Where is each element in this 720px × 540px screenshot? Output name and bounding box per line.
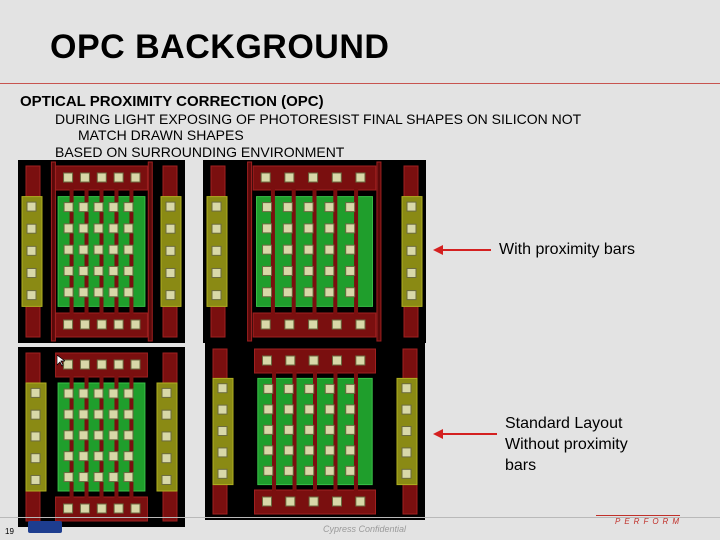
layout-contact — [309, 320, 318, 329]
layout-contact — [124, 288, 133, 297]
layout-contact — [79, 203, 88, 212]
layout-contact — [94, 245, 103, 254]
caption-standard-layout — [505, 413, 665, 476]
layout-contact — [64, 173, 73, 182]
layout-contact — [64, 224, 73, 233]
layout-contact — [27, 268, 36, 277]
layout-contact — [309, 356, 318, 365]
layout-contact — [131, 320, 140, 329]
layout-contact — [212, 246, 221, 255]
layout-contact — [64, 504, 73, 513]
layout-contact — [346, 384, 355, 393]
layout-contact — [212, 268, 221, 277]
layout-contact — [162, 410, 171, 419]
layout-contact — [162, 388, 171, 397]
layout-contact — [124, 266, 133, 275]
layout-contact — [218, 384, 227, 393]
layout-contact — [284, 405, 293, 414]
bullet-1-line-2: MATCH DRAWN SHAPES — [78, 127, 244, 143]
layout-contact — [325, 425, 334, 434]
layout-contact — [304, 245, 313, 254]
layout-contact — [109, 266, 118, 275]
layout-contact — [407, 202, 416, 211]
layout-standard-left — [18, 347, 185, 527]
layout-contact — [114, 173, 123, 182]
slide-number: 19 — [5, 527, 14, 536]
layout-contact — [284, 425, 293, 434]
layout-contact — [109, 203, 118, 212]
layout-contact — [284, 446, 293, 455]
layout-contact — [304, 288, 313, 297]
layout-contact — [284, 466, 293, 475]
footer-divider — [0, 517, 720, 518]
brand-text: PERFORM — [615, 517, 683, 526]
layout-contact — [261, 320, 270, 329]
layout-contact — [261, 173, 270, 182]
layout-contact — [212, 291, 221, 300]
layout-contact — [94, 266, 103, 275]
layout-contact — [325, 405, 334, 414]
layout-contact — [97, 173, 106, 182]
layout-contact — [64, 266, 73, 275]
layout-contact — [284, 384, 293, 393]
layout-contact — [31, 432, 40, 441]
layout-contact — [64, 473, 73, 482]
layout-contact — [124, 473, 133, 482]
layout-contact — [407, 268, 416, 277]
footer-confidential: Cypress Confidential — [323, 524, 407, 534]
layout-contact — [64, 410, 73, 419]
layout-contact — [166, 246, 175, 255]
layout-with-bars-left — [18, 160, 185, 343]
layout-contact — [332, 320, 341, 329]
layout-contact — [263, 224, 272, 233]
layout-contact — [27, 202, 36, 211]
layout-contact — [31, 475, 40, 484]
layout-contact — [31, 454, 40, 463]
layout-contact — [218, 448, 227, 457]
layout-contact — [346, 446, 355, 455]
layout-contact — [79, 431, 88, 440]
layout-contact — [109, 410, 118, 419]
layout-contact — [218, 405, 227, 414]
layout-contact — [27, 291, 36, 300]
layout-contact — [402, 384, 411, 393]
layout-contact — [212, 202, 221, 211]
layout-contact — [264, 466, 273, 475]
layout-contact — [94, 224, 103, 233]
layout-contact — [263, 356, 272, 365]
layout-contact — [285, 320, 294, 329]
layout-contact — [94, 410, 103, 419]
layout-contact — [64, 320, 73, 329]
layout-contact — [264, 446, 273, 455]
layout-contact — [94, 288, 103, 297]
slide-title: OPC BACKGROUND — [50, 28, 390, 66]
layout-contact — [109, 452, 118, 461]
layout-contact — [283, 224, 292, 233]
bullet-1-line-1: DURING LIGHT EXPOSING OF PHOTORESIST FINAL SHAPES ON SILICON NOT — [55, 111, 582, 127]
layout-contact — [305, 384, 314, 393]
layout-contact — [325, 446, 334, 455]
layout-contact — [162, 454, 171, 463]
layout-contact — [356, 320, 365, 329]
layout-contact — [286, 356, 295, 365]
layout-contact — [97, 504, 106, 513]
layout-contact — [218, 427, 227, 436]
layout-contact — [27, 224, 36, 233]
layout-contact — [131, 504, 140, 513]
layout-contact — [124, 452, 133, 461]
layout-contact — [325, 203, 334, 212]
layout-contact — [304, 224, 313, 233]
layout-contact — [325, 266, 334, 275]
layout-contact — [325, 288, 334, 297]
layout-contact — [64, 245, 73, 254]
layout-contact — [333, 356, 342, 365]
layout-contact — [346, 224, 355, 233]
layout-contact — [402, 469, 411, 478]
layout-contact — [402, 448, 411, 457]
caption-standard-line-3: bars — [505, 457, 537, 474]
layout-contact — [283, 288, 292, 297]
layout-contact — [356, 173, 365, 182]
layout-contact — [114, 504, 123, 513]
layout-contact — [356, 497, 365, 506]
layout-contact — [31, 388, 40, 397]
layout-contact — [124, 245, 133, 254]
caption-with-proximity-bars: With proximity bars — [499, 241, 636, 258]
layout-contact — [263, 266, 272, 275]
layout-contact — [166, 291, 175, 300]
layout-contact — [80, 504, 89, 513]
layout-contact — [114, 320, 123, 329]
layout-contact — [264, 425, 273, 434]
layout-contact — [407, 246, 416, 255]
bullet-2: BASED ON SURROUNDING ENVIRONMENT — [55, 144, 345, 160]
layout-contact — [131, 360, 140, 369]
layout-contact — [325, 384, 334, 393]
layout-contact — [309, 173, 318, 182]
layout-contact — [97, 320, 106, 329]
layout-contact — [166, 224, 175, 233]
layout-contact — [346, 466, 355, 475]
layout-contact — [333, 497, 342, 506]
layout-contact — [285, 173, 294, 182]
layout-contact — [346, 203, 355, 212]
company-logo-icon — [28, 521, 62, 533]
layout-contact — [79, 245, 88, 254]
layout-contact — [305, 446, 314, 455]
layout-contact — [124, 224, 133, 233]
layout-contact — [264, 405, 273, 414]
layout-contact — [325, 224, 334, 233]
arrow-left-icon — [433, 244, 493, 256]
layout-standard-right — [205, 343, 425, 520]
layout-contact — [80, 320, 89, 329]
layout-contact — [79, 224, 88, 233]
layout-contact — [325, 466, 334, 475]
layout-contact — [304, 203, 313, 212]
layout-contact — [109, 288, 118, 297]
layout-contact — [109, 224, 118, 233]
layout-contact — [356, 356, 365, 365]
layout-contact — [27, 246, 36, 255]
layout-contact — [212, 224, 221, 233]
layout-with-bars-right — [203, 160, 426, 343]
layout-contact — [109, 245, 118, 254]
layout-contact — [64, 452, 73, 461]
layout-contact — [79, 473, 88, 482]
layout-contact — [305, 425, 314, 434]
layout-contact — [162, 432, 171, 441]
layout-contact — [305, 466, 314, 475]
layout-contact — [402, 405, 411, 414]
caption-standard-line-2: Without proximity — [505, 436, 628, 453]
title-divider — [0, 83, 720, 84]
layout-contact — [97, 360, 106, 369]
layout-contact — [346, 405, 355, 414]
layout-contact — [114, 360, 123, 369]
layout-contact — [304, 266, 313, 275]
layout-contact — [80, 360, 89, 369]
arrow-left-icon — [433, 428, 497, 440]
layout-contact — [286, 497, 295, 506]
layout-contact — [402, 427, 411, 436]
layout-contact — [80, 173, 89, 182]
layout-contact — [166, 268, 175, 277]
layout-contact — [64, 431, 73, 440]
layout-contact — [346, 245, 355, 254]
layout-contact — [263, 245, 272, 254]
layout-contact — [407, 291, 416, 300]
layout-proximity-bar — [248, 162, 252, 341]
layout-contact — [305, 405, 314, 414]
layout-contact — [64, 389, 73, 398]
layout-contact — [109, 431, 118, 440]
layout-contact — [166, 202, 175, 211]
layout-contact — [218, 469, 227, 478]
brand-rule — [596, 515, 680, 516]
layout-contact — [263, 497, 272, 506]
layout-proximity-bar — [51, 162, 55, 341]
layout-contact — [94, 203, 103, 212]
layout-contact — [124, 431, 133, 440]
layout-contact — [94, 389, 103, 398]
layout-contact — [309, 497, 318, 506]
layout-contact — [94, 473, 103, 482]
mouse-cursor-icon — [57, 355, 65, 367]
layout-contact — [263, 203, 272, 212]
layout-contact — [109, 389, 118, 398]
caption-standard-line-1: Standard Layout — [505, 415, 623, 432]
layout-contact — [162, 475, 171, 484]
layout-contact — [79, 452, 88, 461]
layout-proximity-bar — [377, 162, 381, 341]
layout-contact — [346, 266, 355, 275]
layout-contact — [407, 224, 416, 233]
layout-contact — [283, 266, 292, 275]
layout-contact — [283, 203, 292, 212]
layout-contact — [264, 384, 273, 393]
layout-contact — [79, 389, 88, 398]
layout-contact — [346, 288, 355, 297]
layout-contact — [109, 473, 118, 482]
layout-contact — [131, 173, 140, 182]
layout-contact — [79, 266, 88, 275]
layout-contact — [263, 288, 272, 297]
subheading: OPTICAL PROXIMITY CORRECTION (OPC) — [20, 93, 324, 110]
layout-contact — [94, 431, 103, 440]
layout-contact — [332, 173, 341, 182]
layout-contact — [346, 425, 355, 434]
layout-contact — [64, 288, 73, 297]
layout-contact — [31, 410, 40, 419]
layout-contact — [79, 288, 88, 297]
layout-contact — [94, 452, 103, 461]
layout-contact — [124, 203, 133, 212]
layout-contact — [124, 410, 133, 419]
layout-contact — [79, 410, 88, 419]
layout-contact — [325, 245, 334, 254]
layout-contact — [283, 245, 292, 254]
layout-contact — [64, 203, 73, 212]
layout-proximity-bar — [148, 162, 152, 341]
layout-contact — [124, 389, 133, 398]
